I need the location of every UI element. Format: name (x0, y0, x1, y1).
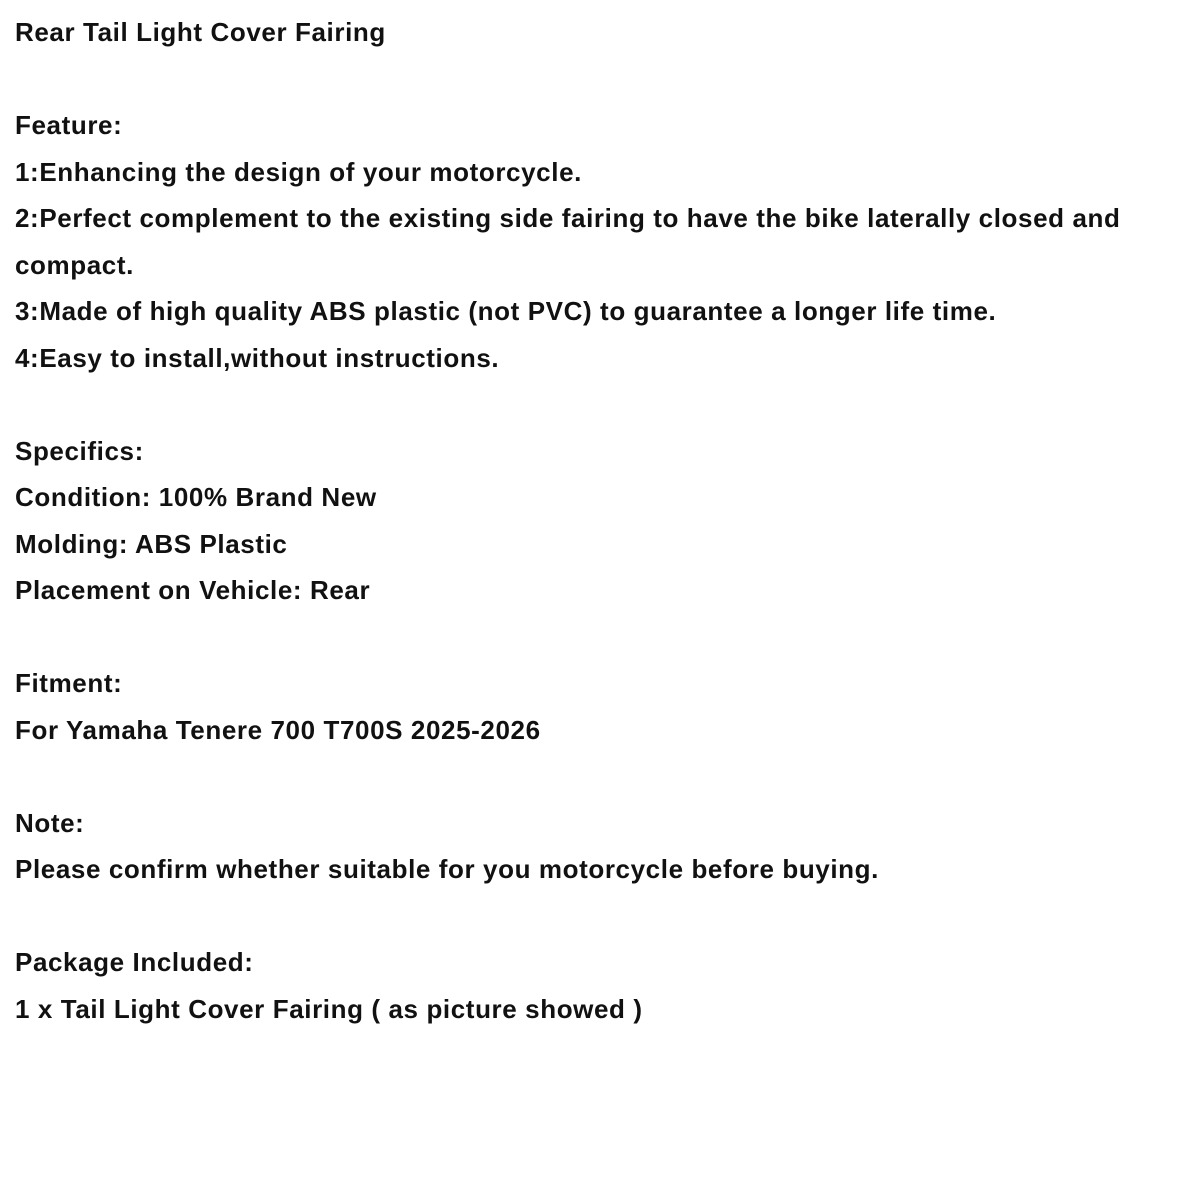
specifics-placement: Placement on Vehicle: Rear (15, 575, 371, 605)
fitment-section (15, 660, 1185, 753)
specifics-molding: Molding: ABS Plastic (15, 528, 288, 559)
product-description (15, 0, 1185, 1032)
spacer (15, 56, 1185, 103)
spacer (15, 753, 1185, 800)
spacer (15, 614, 1185, 661)
feature-item-1: 1:Enhancing the design of your motorcycle. (15, 156, 582, 187)
spacer (15, 381, 1185, 428)
feature-item-2-continued: compact. (15, 249, 134, 280)
feature-section (15, 102, 1185, 381)
fitment-heading: Fitment: (15, 668, 123, 698)
note-section (15, 800, 1185, 893)
feature-item-2: 2:Perfect complement to the existing side fairing to have the bike laterally closed and (15, 203, 1121, 233)
page-title: Rear Tail Light Cover Fairing (15, 17, 386, 47)
feature-heading: Feature: (15, 110, 123, 140)
package-item: 1 x Tail Light Cover Fairing ( as picture showed ) (15, 993, 643, 1024)
note-heading: Note: (15, 807, 85, 838)
specifics-condition: Condition: 100% Brand New (15, 482, 377, 512)
spacer (15, 893, 1185, 940)
specifics-heading: Specifics: (15, 435, 144, 466)
specifics-section (15, 428, 1185, 614)
feature-item-4: 4:Easy to install,without instructions. (15, 342, 500, 373)
feature-item-3: 3:Made of high quality ABS plastic (not PVC) to guarantee a longer life time. (15, 296, 997, 326)
package-section (15, 939, 1185, 1032)
package-heading: Package Included: (15, 947, 254, 977)
fitment-item: For Yamaha Tenere 700 T700S 2025-2026 (15, 714, 541, 745)
note-item: Please confirm whether suitable for you motorcycle before buying. (15, 854, 879, 884)
